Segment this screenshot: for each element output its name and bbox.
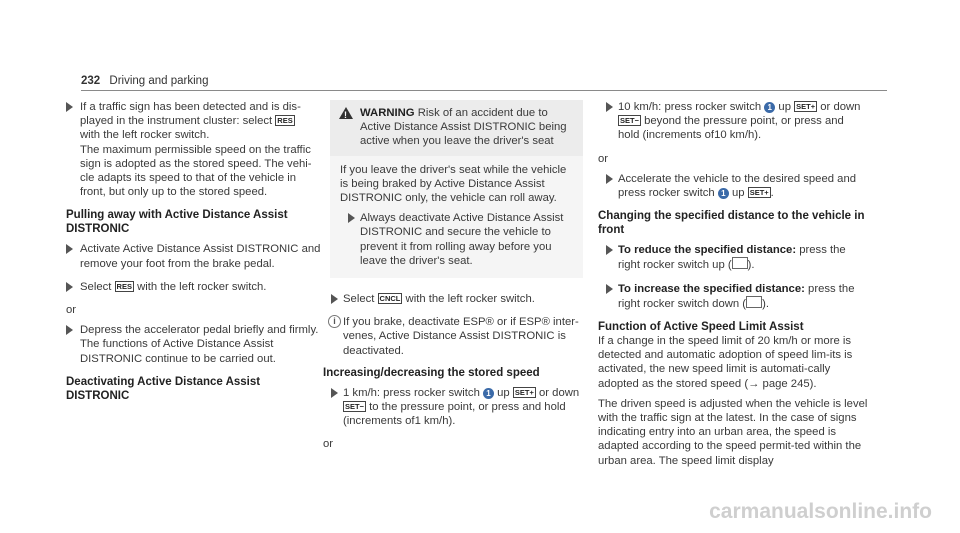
heading-speed-limit-assist: Function of Active Speed Limit Assist [598,321,804,334]
callout-1-icon: 1 [764,102,775,113]
step-arrow-icon [331,388,338,398]
heading-deactivating: Deactivating Active Distance Assist DISTRONIC [66,375,261,402]
text-line: front, but only up to the stored speed. [80,186,268,199]
step-select-cncl: Select CNCL with the left rocker switch. [323,292,583,306]
step-reduce-distance: To reduce the specified distance: press the right rocker switch up ( ). [598,243,868,272]
step-arrow-icon [348,213,355,223]
warning-box [330,100,583,278]
step-result-text: The functions of Active Distance Assist DISTRONIC continue to be carried out. [80,338,276,365]
distance-increase-icon [746,296,762,308]
step-arrow-icon [606,284,613,294]
header-rule [81,90,887,91]
column-2 [323,100,583,458]
step-increase-distance: To increase the specified distance: press the right rocker switch down ( ). [598,282,868,311]
text-line: played in the instrument cluster: select RES [80,115,293,128]
set-minus-key-icon: SET− [345,402,364,412]
or-text: or [598,152,609,165]
step-arrow-icon [606,245,613,255]
heading-pulling-away: Pulling away with Active Distance Assist DISTRONIC [66,209,288,236]
set-plus-key-icon: SET+ [749,188,769,198]
text-line: cle adapts its speed to that of the vehicle in [80,172,297,185]
step-arrow-icon [66,325,73,335]
res-key-icon: RES [116,281,132,291]
warning-header [330,100,583,156]
heading-changing-distance: Changing the specified distance to the vehicle in front [598,210,865,237]
warning-step: Always deactivate Active Distance Assist DISTRONIC and secure the vehicle to prevent it from rolling away before you leave the driver's seat. [340,211,573,268]
step-traffic-sign [53,100,321,199]
paragraph-driven-speed: The driven speed is adjusted when the vehicle is level with the traffic sign at the latest. In the case of signs indicating entry into an urban area, the speed is adapted according to the speed permit-ted within the urban area. The speed limit display [598,397,868,467]
step-activate [53,242,321,270]
info-note: i If you brake, deactivate ESP® or if ESP® inter-venes, Active Distance Assist DISTRONIC is deactivated. [323,315,583,358]
or-text: or [66,304,77,317]
section-title: Driving and parking [109,75,209,87]
text-line: If a traffic sign has been detected and is dis- [80,101,301,113]
step-arrow-icon [66,282,73,292]
watermark: carmanualsonline.info [709,500,932,523]
column-3 [598,100,868,474]
step-select-res: Select RES with the left rocker switch. [53,280,321,294]
callout-1-icon: 1 [483,388,494,399]
cncl-key-icon: CNCL [379,294,401,304]
callout-1-icon: 1 [718,188,729,199]
text-line: sign is adopted as the stored speed. The vehi- [80,157,312,170]
page-number: 232 [81,75,101,87]
res-key-icon: RES [277,116,293,126]
warning-body-text: If you leave the driver's seat while the vehicle is being braked by Active Distance Assist DISTRONIC only, the vehicle can roll away. [340,163,567,205]
text-line: The maximum permissible speed on the traffic [80,143,311,156]
step-arrow-icon [331,294,338,304]
step-arrow-icon [606,174,613,184]
warning-head-text: Risk of an accident due to Active Distance Assist DISTRONIC being active when you leave the driver's seat [360,107,567,148]
step-accelerate: Accelerate the vehicle to the desired speed and press rocker switch 1 up SET+ . [598,172,868,200]
page-header [81,75,208,87]
warning-label: WARNING [360,107,415,119]
column-1 [53,100,321,409]
step-arrow-icon [66,102,73,112]
set-minus-key-icon: SET− [620,116,639,126]
step-text: Depress the accelerator pedal briefly and firmly. [80,324,319,337]
set-plus-key-icon: SET+ [796,102,816,111]
distance-reduce-icon [732,257,748,269]
step-arrow-icon [606,102,613,112]
warning-icon [339,107,353,119]
paragraph-speed-limit: If a change in the speed limit of 20 km/h or more is detected and automatic adoption of speed lim-its is activated, the new speed limit is automati-cally adopted as the stored speed (→ page 245). [598,335,853,390]
step-arrow-icon [66,244,73,254]
text-line: with the left rocker switch. [80,129,210,142]
set-plus-key-icon: SET+ [514,387,534,397]
or-text: or [323,438,334,451]
info-icon: i [328,315,341,328]
step-text: Activate Active Distance Assist DISTRONIC and remove your foot from the brake pedal. [80,243,321,270]
step-depress-accelerator [53,323,321,366]
step-1-kmh: 1 km/h: press rocker switch 1 up SET+ or down SET− to the pressure point, or press and hold (increments of1 km/h). [323,386,583,429]
warning-body [330,156,583,278]
step-10-kmh: 10 km/h: press rocker switch 1 up SET+ or down SET− beyond the pressure point, or press and hold (increments of10 km/h). [598,100,868,143]
heading-increasing-decreasing: Increasing/decreasing the stored speed [323,366,540,379]
